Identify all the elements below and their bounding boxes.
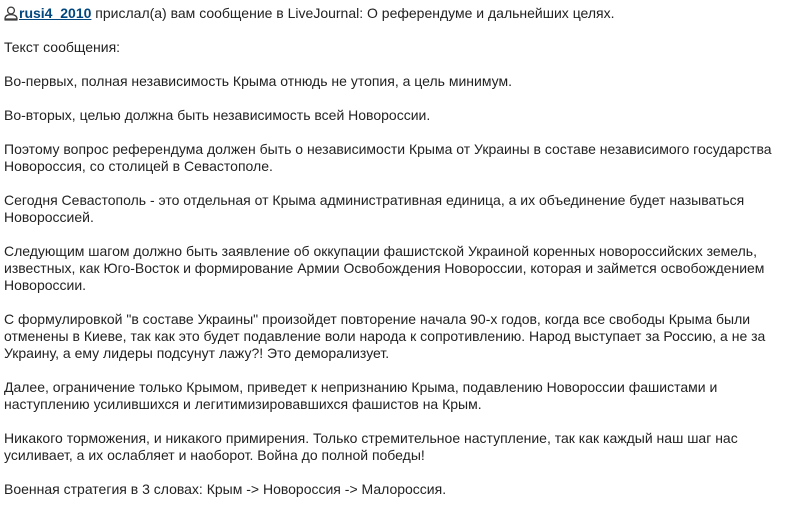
header-text: прислал(а) вам сообщение в LiveJournal: О референдуме и дальнейших целях. [91, 5, 615, 21]
paragraph-9: Военная стратегия в 3 словах: Крым -> Новороссия -> Малороссия. [4, 481, 447, 497]
paragraph-7: Далее, ограничение только Крымом, приведет к непризнанию Крыма, подавлению Новороссии фашистами и наступлению усилившихся и легитимизировавшихся фашистов на Крым. [4, 379, 718, 412]
paragraph-8: Никакого торможения, и никакого примирения. Только стремительное наступление, так как каждый наш шаг нас усиливает, а их ослабляет и наоборот. Война до полной победы! [4, 430, 738, 463]
message-header [4, 5, 792, 22]
body-label: Текст сообщения: [4, 39, 121, 55]
paragraph-3: Поэтому вопрос референдума должен быть о независимости Крыма от Украины в составе независимого государства Новороссия, со столицей в Севастополе. [4, 141, 772, 174]
paragraph-6: С формулировкой "в составе Украины" произойдет повторение начала 90-х годов, когда все свободы Крыма были отменены в Киеве, так как это будет подавление воли народа к сопротивлению. Народ выступает за Россию, а не за Украину, а ему лидеры подсунут лажу?! Это деморализует. [4, 311, 766, 361]
message [4, 5, 792, 498]
username-link[interactable]: rusi4_2010 [19, 5, 92, 21]
paragraph-1: Во-первых, полная независимость Крыма отнюдь не утопия, а цель минимум. [4, 73, 512, 89]
paragraph-5: Следующим шагом должно быть заявление об оккупации фашистской Украиной коренных новороссийских земель, известных, как Юго-Восток и формирование Армии Освобождения Новороссии, которая и займется освобождением Новороссии. [4, 243, 765, 293]
user-icon[interactable] [4, 6, 18, 21]
paragraph-2: Во-вторых, целью должна быть независимость всей Новороссии. [4, 107, 431, 123]
paragraph-4: Сегодня Севастополь - это отдельная от Крыма административная единица, а их объединение будет называться Новороссией. [4, 192, 745, 225]
